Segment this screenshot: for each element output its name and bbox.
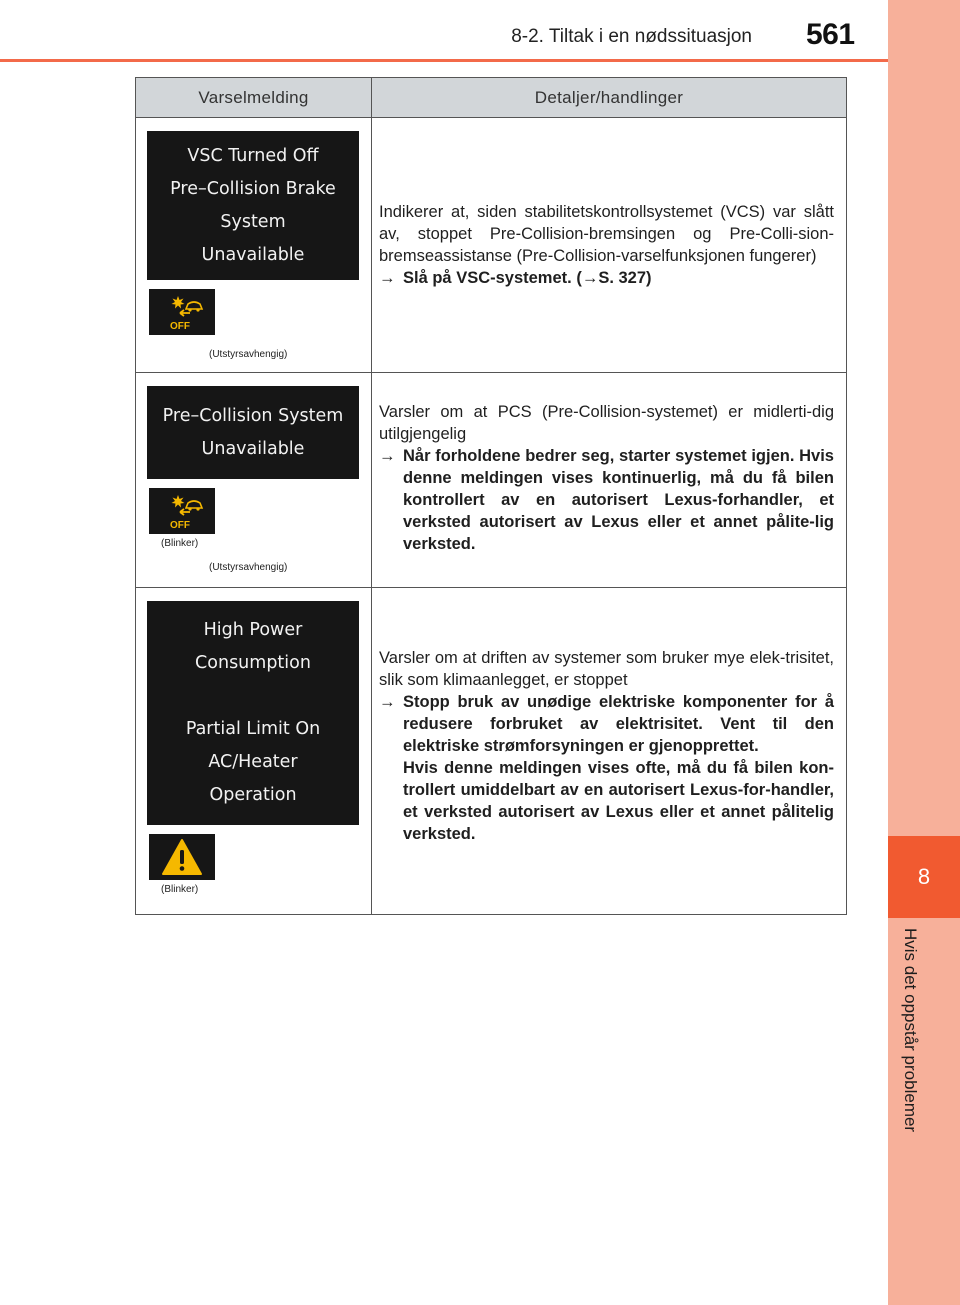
display-screen (147, 386, 359, 479)
details-cell (372, 373, 846, 587)
screen-line: Consumption (195, 653, 311, 673)
availability-note: (Utstyrsavhengig) (209, 349, 288, 360)
pcs-off-warning-icon (149, 289, 215, 335)
action-line (379, 267, 834, 289)
message-cell (136, 118, 372, 372)
arrow-icon: → (379, 447, 396, 465)
screen-line: Unavailable (201, 244, 305, 265)
table-row (136, 588, 846, 914)
action-text-followup: Hvis denne meldingen vises ofte, må du få bilen kon-trollert umiddelbart av en autorisert Lexus-for-handler, et verksted autorisert av Lexus eller et annet pålitelig verksted. (403, 759, 834, 843)
display-screen (147, 601, 359, 825)
chapter-title: Hvis det oppstår problemer (901, 928, 920, 1133)
header-rule (0, 59, 888, 62)
details-cell (372, 118, 846, 372)
master-warning-icon (149, 834, 215, 880)
description-text: Varsler om at PCS (Pre-Collision-systemet) er midlerti-dig utilgjengelig (379, 403, 834, 443)
table-row (136, 118, 846, 373)
page-number: 561 (806, 18, 855, 51)
screen-line: Unavailable (201, 438, 305, 459)
action-text: Når forholdene bedrer seg, starter systemet igjen. Hvis denne meldingen vises kontinuerlig, må du få bilen kontrollert av en autorisert Lexus-forhandler, et verksted autorisert av Lexus eller et annet pålite-lig verksted. (403, 447, 834, 553)
arrow-icon: → (379, 693, 396, 711)
column-header-details: Detaljer/handlinger (534, 87, 684, 107)
screen-line: AC/Heater (208, 752, 298, 772)
action-text: Slå på VSC-systemet. (→S. 327) (403, 269, 652, 287)
chapter-tab[interactable] (888, 836, 960, 918)
blinker-note: (Blinker) (161, 884, 199, 895)
action-line (379, 691, 834, 845)
message-cell (136, 588, 372, 914)
table-row (136, 373, 846, 588)
warning-table (135, 77, 847, 915)
pcs-off-warning-icon (149, 488, 215, 534)
header-title: 8-2. Tiltak i en nødssituasjon (511, 26, 752, 47)
icon-off-label: OFF (170, 321, 190, 332)
screen-line: High Power (203, 620, 303, 640)
column-header-message: Varselmelding (136, 78, 372, 117)
action-line (379, 445, 834, 555)
chapter-number: 8 (917, 864, 931, 889)
blinker-note: (Blinker) (161, 538, 199, 549)
screen-line: System (220, 211, 286, 232)
description-text: Indikerer at, siden stabilitetskontrollsystemet (VCS) var slått av, stoppet Pre-Collision-bremsingen og Pre-Colli-sion-bremseassistanse (Pre-Collision-varselfunksjonen fungerer) (379, 203, 834, 265)
action-text: Stopp bruk av unødige elektriske komponenter for å redusere forbruket av elektrisitet. Vent til den elektriske strømforsyningen er gjenopprettet. (403, 693, 834, 755)
arrow-icon: → (379, 269, 396, 287)
screen-line: VSC Turned Off (187, 145, 319, 166)
screen-line: Operation (209, 785, 297, 805)
details-cell (372, 588, 846, 914)
screen-line: Partial Limit On (185, 719, 321, 739)
icon-off-label: OFF (170, 520, 190, 531)
message-cell (136, 373, 372, 587)
availability-note: (Utstyrsavhengig) (209, 562, 288, 573)
display-screen (147, 131, 359, 280)
screen-line: Pre–Collision Brake (170, 178, 336, 199)
description-text: Varsler om at driften av systemer som bruker mye elek-trisitet, slik som klimaanlegget, er stoppet (379, 649, 834, 689)
table-header (136, 78, 846, 118)
screen-line: Pre–Collision System (162, 405, 344, 426)
